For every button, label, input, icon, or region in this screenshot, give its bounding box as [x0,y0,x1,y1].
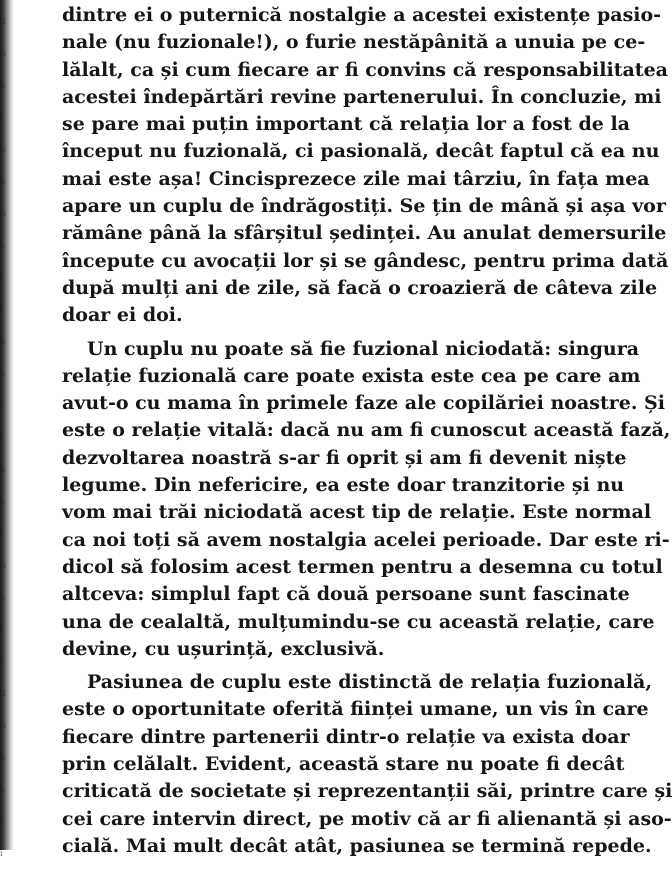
facing-page-fragment: r [0,657,5,667]
paragraph [62,336,671,664]
facing-page-fragment: i [0,625,3,635]
facing-page-fragment: i [0,273,3,283]
text-line: acestei îndepărtări revine partenerului. În concluzie, mi [62,85,662,108]
text-line: dezvoltarea noastră s-ar fi oprit și am fi devenit niște [62,446,627,469]
facing-page-fragment: e [0,369,6,379]
facing-page-fragment: i [0,113,3,123]
text-line: dicol să folosim acest termen pentru a desemna cu totul [62,555,663,578]
facing-page-fragment: n [0,561,6,571]
text-line: doar ei doi. [62,304,183,327]
facing-page-fragment: s [0,497,5,507]
text-line: ca noi toți să avem nostalgia acelei perioade. Dar este ri- [62,528,670,551]
facing-page-fragment: i [0,849,3,859]
facing-page-fragment: a [0,465,6,475]
text-line: este o relație vitală: dacă nu am fi cunoscut această fază, [62,419,671,442]
facing-page-fragment: o [0,145,6,155]
text-line: începute cu avocații lor și se gândesc, pentru prima dată [62,249,669,272]
facing-page-fragment: t [0,817,4,827]
text-line: început nu fuzională, ci pasională, decât faptul că ea nu [62,140,660,163]
text-line: legume. Din nefericire, ea este doar tranzitorie și nu [62,474,625,497]
text-line: lălalt, ca și cum fiecare ar fi convins că responsabilitatea [62,58,668,81]
text-line: cială. Mai mult decât atât, pasiunea se termină repede. [62,834,652,857]
paragraph [62,669,672,860]
facing-page-fragment: n [0,209,6,219]
facing-page-fragment: a [0,81,6,91]
facing-page-fragments [0,0,14,859]
text-line: mai este așa! Cincisprezece zile mai târziu, în fața mea [62,167,650,190]
paragraph [62,2,669,330]
text-line: Un cuplu nu poate să fie fuzional niciodată: singura [87,337,640,360]
text-line: Pasiunea de cuplu este distinctă de relația fuzională, [87,671,652,694]
text-line: avut-o cu mama în primele faze ale copilăriei noastre. Și [62,392,665,415]
text-line: vom mai trăi niciodată acest tip de relație. Este normal [62,501,652,524]
text-line: apare un cuplu de îndrăgostiți. Se țin de mână și așa vor [62,195,666,218]
facing-page-fragment: n [0,49,6,59]
text-line: nale (nu fuzionale!), o furie nestăpânită a unuia pe ce- [62,31,646,54]
facing-page-fragment: n [0,721,6,731]
facing-page-fragment: d [0,689,6,699]
text-line: este o oportunitate oferită ființei umane, un vis în care [62,698,649,721]
facing-page-fragment: a [0,337,6,347]
facing-page-fragment: i [0,433,3,443]
facing-page-fragment: s [0,785,5,795]
facing-page-fragment: l [0,305,3,315]
text-line: prin celălalt. Evident, această stare nu poate fi decât [62,753,625,776]
facing-page-fragment: s [0,241,5,251]
text-line: una de cealaltă, mulțumindu-se cu această relație, care [62,610,655,633]
text-line: dintre ei o puternică nostalgie a acestei existențe pasio- [62,4,662,26]
text-line: se pare mai puțin important că relația lor a fost de la [62,113,630,136]
facing-page-fragment: e [0,593,6,603]
text-line: cei care intervin direct, pe motiv că ar fi alienantă și aso- [62,807,672,830]
text-line: devine, cu ușurință, exclusivă. [62,637,385,660]
facing-page-fragment: t [0,401,4,411]
facing-page-fragment: a [0,753,6,763]
facing-page-fragment: d [0,17,6,27]
text-line: criticată de societate și reprezentanții săi, printre care și [62,780,672,803]
text-line: rămâne până la sfârșitul ședinței. Au anulat demersurile [62,222,667,245]
text-line: după mulți ani de zile, să facă o croazieră de câteva zile [62,276,658,299]
book-page-text [62,2,672,860]
facing-page-fragment: i [0,529,3,539]
facing-page-fragment: a [0,177,6,187]
text-line: fiecare dintre partenerii dintr-o relație va exista doar [62,725,630,748]
text-line: altceva: simplul fapt că două persoane sunt fascinate [62,583,630,606]
text-line: relație fuzională care poate exista este cea pe care am [62,364,641,387]
